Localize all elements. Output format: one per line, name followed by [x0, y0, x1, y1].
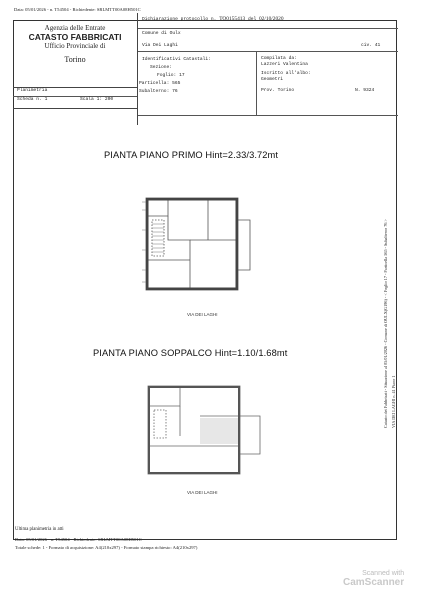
scanner-line2: CamScanner	[343, 577, 405, 588]
last-plan-note: Ultima planimetria in atti	[15, 527, 64, 532]
compiler-name: Lazzeri Valentina	[261, 62, 308, 67]
foglio-row: Foglio: 17	[157, 73, 185, 78]
agency-name: Agenzia delle Entrate	[44, 24, 106, 32]
plan-title-mezzanine: PIANTA PIANO SOPPALCO Hint=1.10/1.68mt	[93, 348, 288, 358]
scale: Scala 1: 200	[80, 97, 114, 102]
registered-label: Iscritto all'albo:	[261, 71, 311, 76]
side-cadastral-text: Catasto dei Fabbricati - Situazione al 05/01/2026 - Comune di OULX(G196) - < Foglio 17 - Particella 565 - Subalterno 76 >	[383, 219, 388, 428]
sheet-number: Scheda n. 1	[17, 97, 48, 102]
registration-number: N. 9324	[355, 88, 375, 93]
scanner-line1: Scanned with	[362, 570, 405, 577]
top-stamp: Data: 05/01/2026 - n. T54504 - Richiedente: SRLMTT00A08H501C	[14, 7, 141, 12]
first-floor-plan-drawing	[138, 190, 258, 302]
footer-stamp: Data: 05/01/2026 - n. T54504 - Richiedente: SRLMTT00A08H501C	[15, 537, 142, 542]
plan-title-first-floor: PIANTA PIANO PRIMO Hint=2.33/3.72mt	[104, 150, 279, 160]
compiler-title: Compilata da:	[261, 56, 297, 61]
protocol-line: Dichiarazione protocollo n. TO0155413 del 02/10/2020	[142, 16, 284, 22]
office-label: Ufficio Provinciale di	[44, 42, 106, 50]
particella-row: Particella: 565	[139, 81, 181, 86]
registered-value: Geometri	[261, 77, 284, 82]
prov-row: Prov. Torino	[261, 88, 295, 93]
comune-line: Comune di Oulx	[142, 31, 181, 36]
scanner-watermark	[343, 570, 404, 588]
office-city: Torino	[64, 55, 86, 64]
street-label-first-floor: VIA DEI LAGHI	[187, 312, 218, 317]
address-line: Via Dei Laghi	[142, 43, 178, 48]
agency-header	[13, 24, 137, 64]
identifiers-title: Identificativi Catastali:	[142, 57, 211, 62]
catasto-title: CATASTO FABBRICATI	[28, 32, 122, 42]
planimetria-label: Planimetria	[17, 88, 48, 93]
side-address-text: VIA DEI LAGHI n. 41 Piano 1	[391, 375, 396, 428]
subalterno-row: Subalterno: 76	[139, 89, 178, 94]
civic-number: civ. 41	[361, 43, 381, 48]
sezione-row: Sezione:	[150, 65, 173, 70]
mezzanine-plan-drawing	[140, 376, 270, 482]
declaration-box	[137, 13, 398, 125]
footer-sheets-info: Totale schede: 1 - Formato di acquisizione: A4(210x297) - Formato stampa richiesto: A4(210x297)	[15, 545, 198, 550]
street-label-mezzanine: VIA DEI LAGHI	[187, 490, 218, 495]
